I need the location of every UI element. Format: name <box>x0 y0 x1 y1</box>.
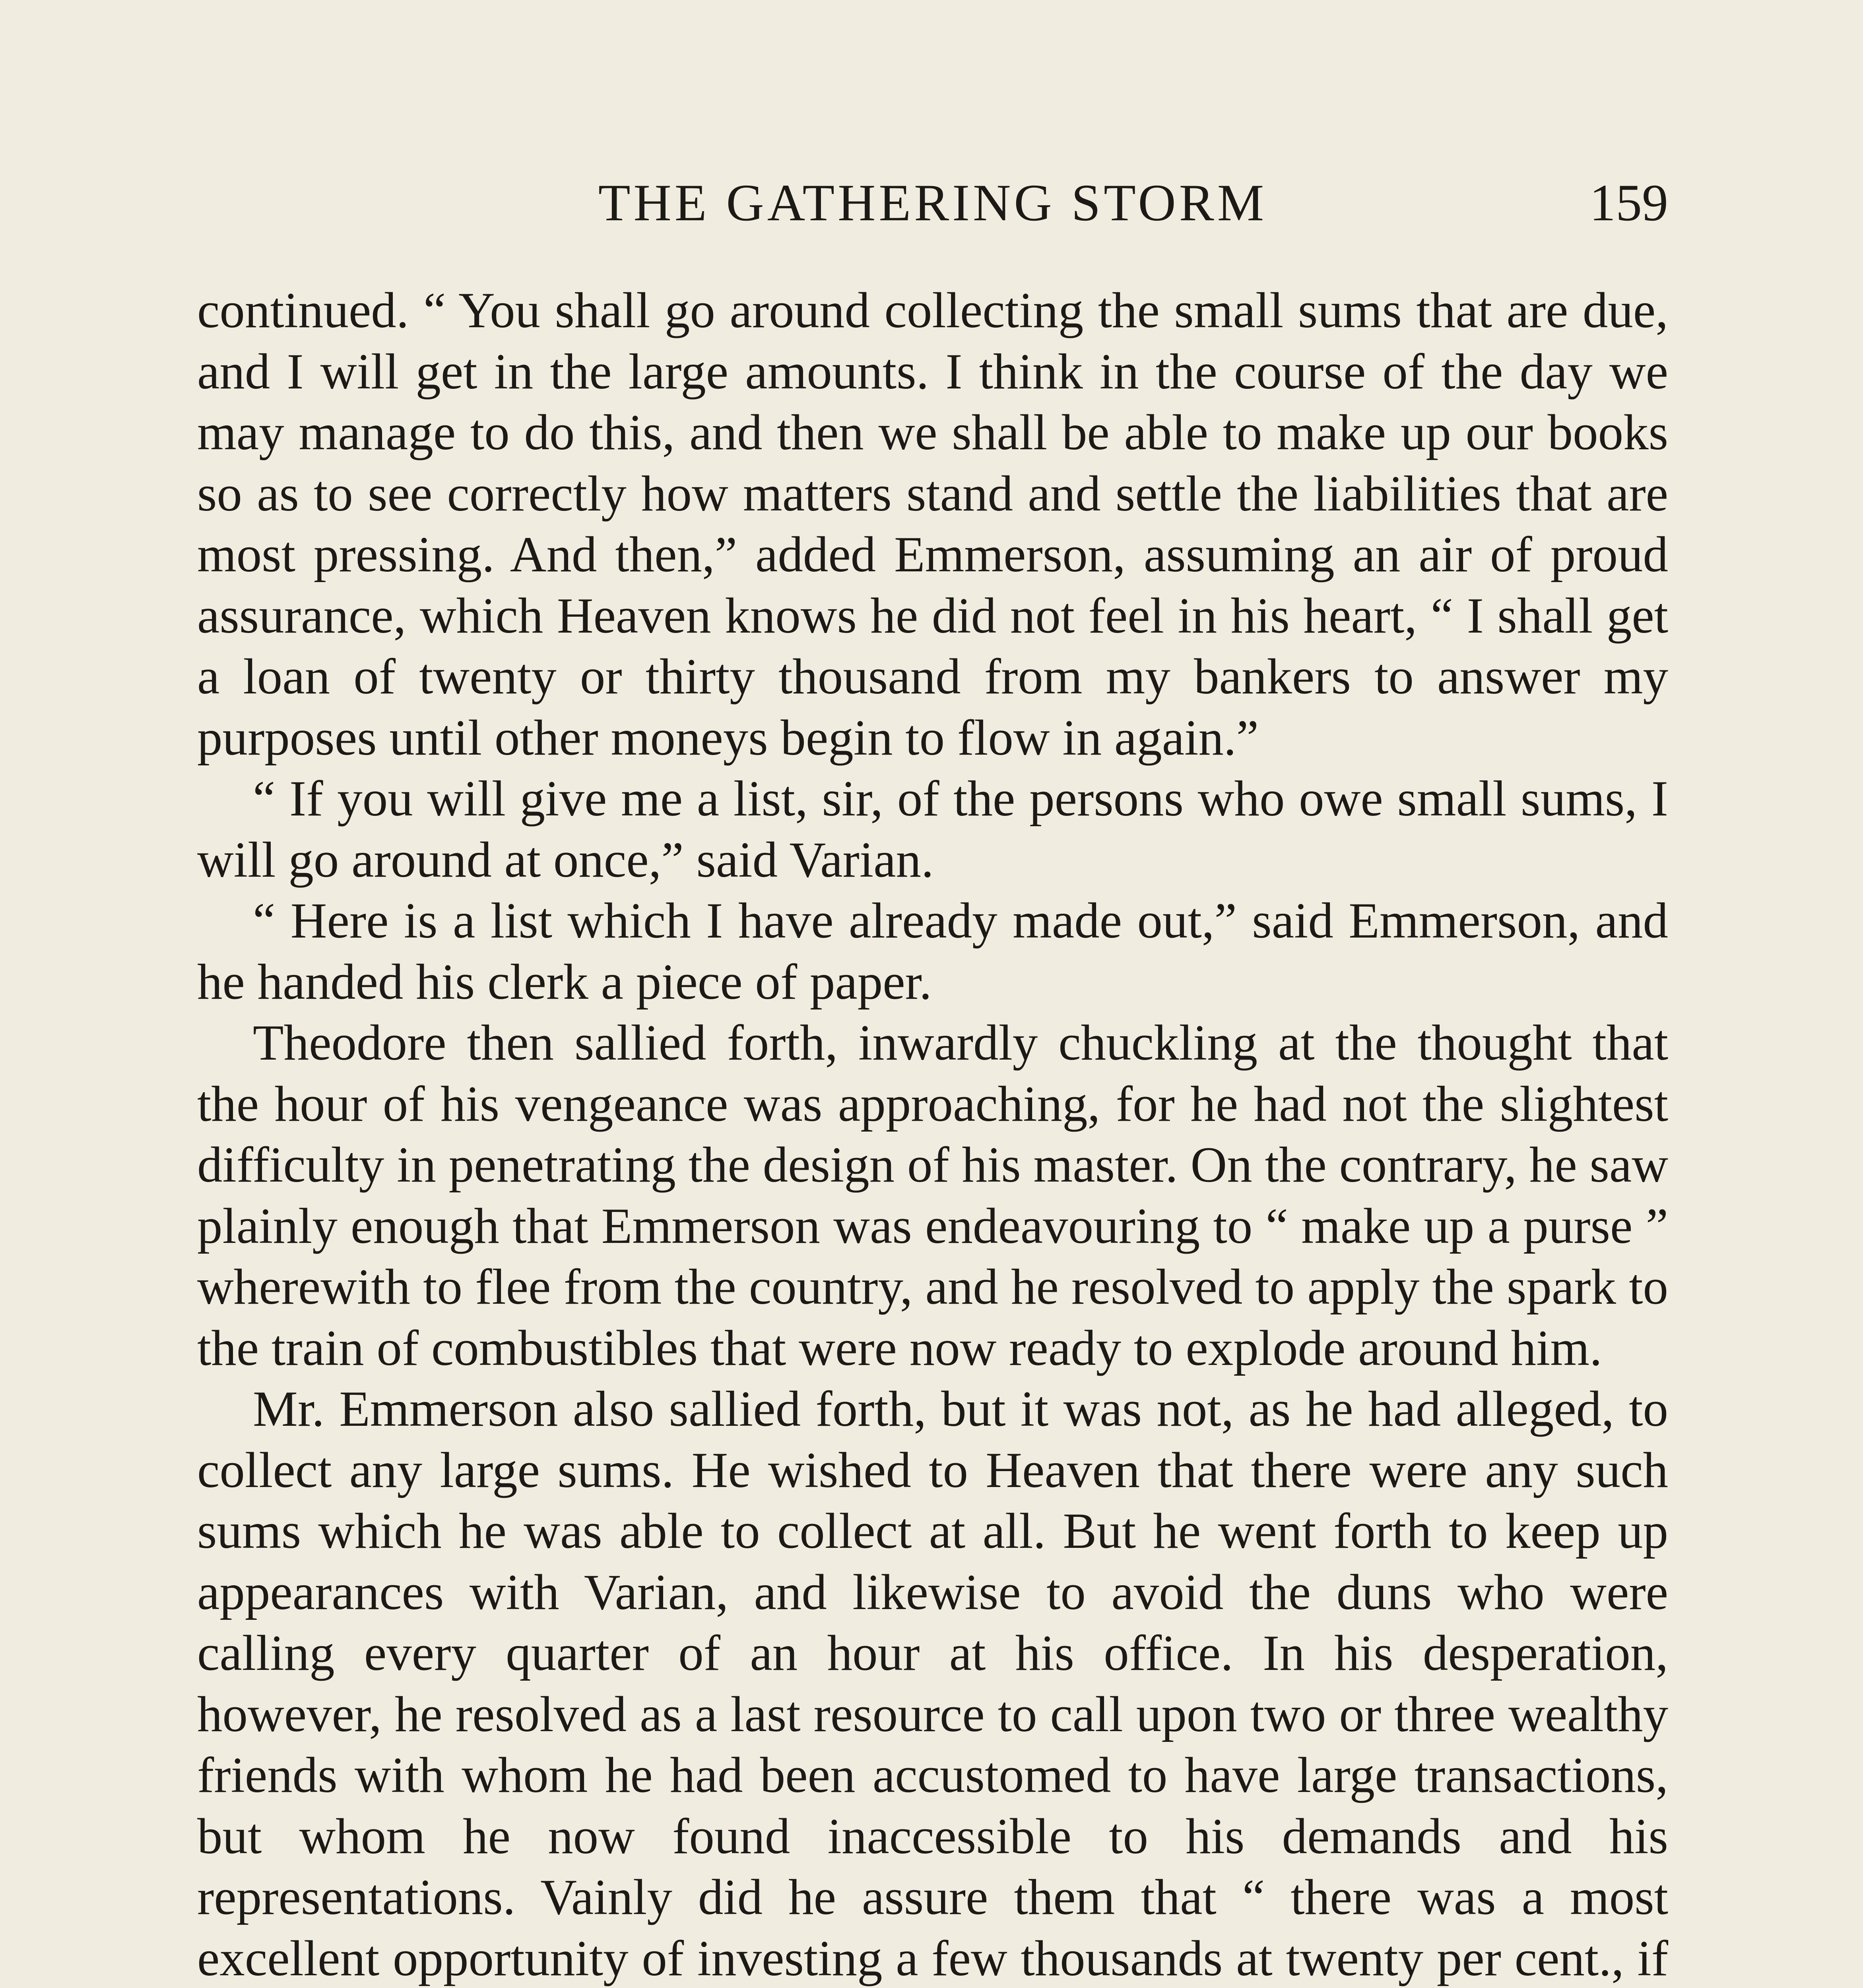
paragraph-3: “ Here is a list which I have already made out,” said Emmerson, and he handed his clerk a piece of paper. <box>197 893 1668 1010</box>
paragraph-4: Theodore then sallied forth, inwardly chuckling at the thought that the hour of his vengeance was approaching, for he had not the slightest difficulty in penetrating the design of his master. On the contrary, he saw plainly enough that Emmerson was endeavouring to “ make up a purse ” wherewith to flee from the country, and he resolved to apply the spark to the train of combustibles that were now ready to explode around him. <box>197 1015 1668 1376</box>
paragraph-1: continued. “ You shall go around collecting the small sums that are due, and I will get in the large amounts. I think in the course of the day we may manage to do this, and then we shall be able to make up our books so as to see correctly how matters stand and settle the liabilities that are most pressing. And then,” added Emmerson, assuming an air of proud assurance, which Heaven knows he did not feel in his heart, “ I shall get a loan of twenty or thirty thousand from my bankers to answer my purposes until other moneys begin to flow in again.” <box>197 283 1668 766</box>
body-text <box>197 280 1668 1988</box>
paragraph-2: “ If you will give me a list, sir, of the persons who owe small sums, I will go around at once,” said Varian. <box>197 771 1668 888</box>
page-number: 159 <box>1589 173 1668 232</box>
running-title: THE GATHERING STORM <box>598 173 1267 232</box>
paragraph-5: Mr. Emmerson also sallied forth, but it was not, as he had alleged, to collect any large sums. He wished to Heaven that there were any such sums which he was able to collect at all. But he went forth to keep up appearances with Varian, and likewise to avoid the duns who were calling every quarter of an hour at his office. In his desperation, however, he resolved as a last resource to call upon two or three wealthy friends with whom he had been accustomed to have large transactions, but whom he now found inaccessible to his demands and his representations. Vainly did he assure them that “ there was a most excellent opportunity of investing a few thousands at twenty per cent., if <box>197 1381 1668 1986</box>
running-header <box>197 167 1668 239</box>
